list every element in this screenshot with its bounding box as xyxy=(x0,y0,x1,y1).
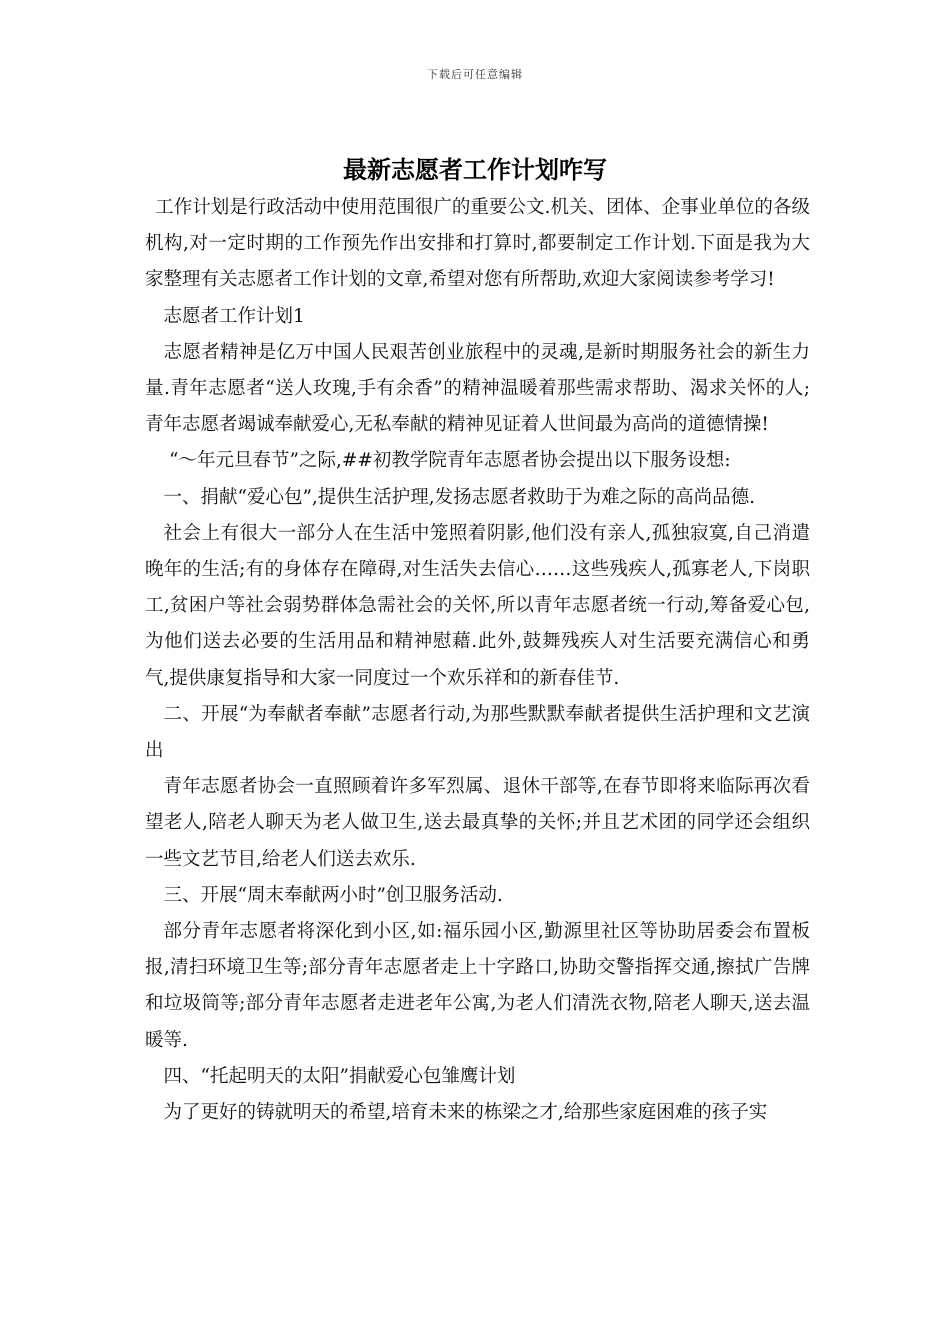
paragraph-item-3-heading: 三、开展“周末奉献两小时”创卫服务活动. xyxy=(163,884,503,906)
paragraph-item-1-heading: 一、捐献“爱心包”,提供生活护理,发扬志愿者救助于为难之际的高尚品德. xyxy=(163,486,756,508)
paragraph-item-2-body: 青年志愿者协会一直照顾着许多军烈属、退休干部等,在春节即将来临际再次看望老人,陪老人聊天为老人做卫生,送去最真挚的关怀;并且艺术团的同学还会组织一些文艺节目,给老人们送去欢乐. xyxy=(145,776,810,870)
paragraph-item-3-body: 部分青年志愿者将深化到小区,如:福乐园小区,勤源里社区等协助居委会布置板报,清扫环境卫生等;部分青年志愿者走上十字路口,协助交警指挥交通,擦拭广告牌和垃圾筒等;部分青年志愿者走进老年公寓,为老人们清洗衣物,陪老人聊天,送去温暖等. xyxy=(145,921,810,1051)
paragraph-section-heading-1: 志愿者工作计划1 xyxy=(163,305,305,327)
document-title: 最新志愿者工作计划咋写 xyxy=(343,155,607,184)
paragraph-intro: 工作计划是行政活动中使用范围很广的重要公文.机关、团体、企事业单位的各级机构,对一定时期的工作预先作出安排和打算时,都要制定工作计划.下面是我为大家整理有关志愿者工作计划的文章,希望对您有所帮助,欢迎大家阅读参考学习! xyxy=(145,197,810,291)
paragraph-item-1-body: 社会上有很大一部分人在生活中笼照着阴影,他们没有亲人,孤独寂寞,自己消遣晚年的生活;有的身体存在障碍,对生活失去信心……这些残疾人,孤寡老人,下岗职工,贫困户等社会弱势群体急需社会的关怀,所以青年志愿者统一行动,筹备爱心包,为他们送去必要的生活用品和精神慰藉.此外,鼓舞残疾人对生活要充满信心和勇气,提供康复指导和大家一同度过一个欢乐祥和的新春佳节. xyxy=(145,522,810,689)
header-note: 下载后可任意编辑 xyxy=(427,68,523,81)
document-body xyxy=(145,190,810,1131)
paragraph-item-4-body: 为了更好的铸就明天的希望,培育未来的栋梁之才,给那些家庭困难的孩子实 xyxy=(163,1102,768,1124)
paragraph-volunteer-spirit: 志愿者精神是亿万中国人民艰苦创业旅程中的灵魂,是新时期服务社会的新生力量.青年志愿者“送人玫瑰,手有余香”的精神温暖着那些需求帮助、渴求关怀的人;青年志愿者竭诚奉献爱心,无私奉献的精神见证着人世间最为高尚的道德情操! xyxy=(145,341,810,436)
paragraph-item-2-heading: 二、开展“为奉献者奉献”志愿者行动,为那些默默奉献者提供生活护理和文艺演出 xyxy=(145,703,810,762)
paragraph-service-proposal: “～年元旦春节”之际,##初教学院青年志愿者协会提出以下服务设想: xyxy=(169,450,731,472)
paragraph-item-4-heading: 四、“托起明天的太阳”捐献爱心包雏鹰计划 xyxy=(163,1065,516,1087)
